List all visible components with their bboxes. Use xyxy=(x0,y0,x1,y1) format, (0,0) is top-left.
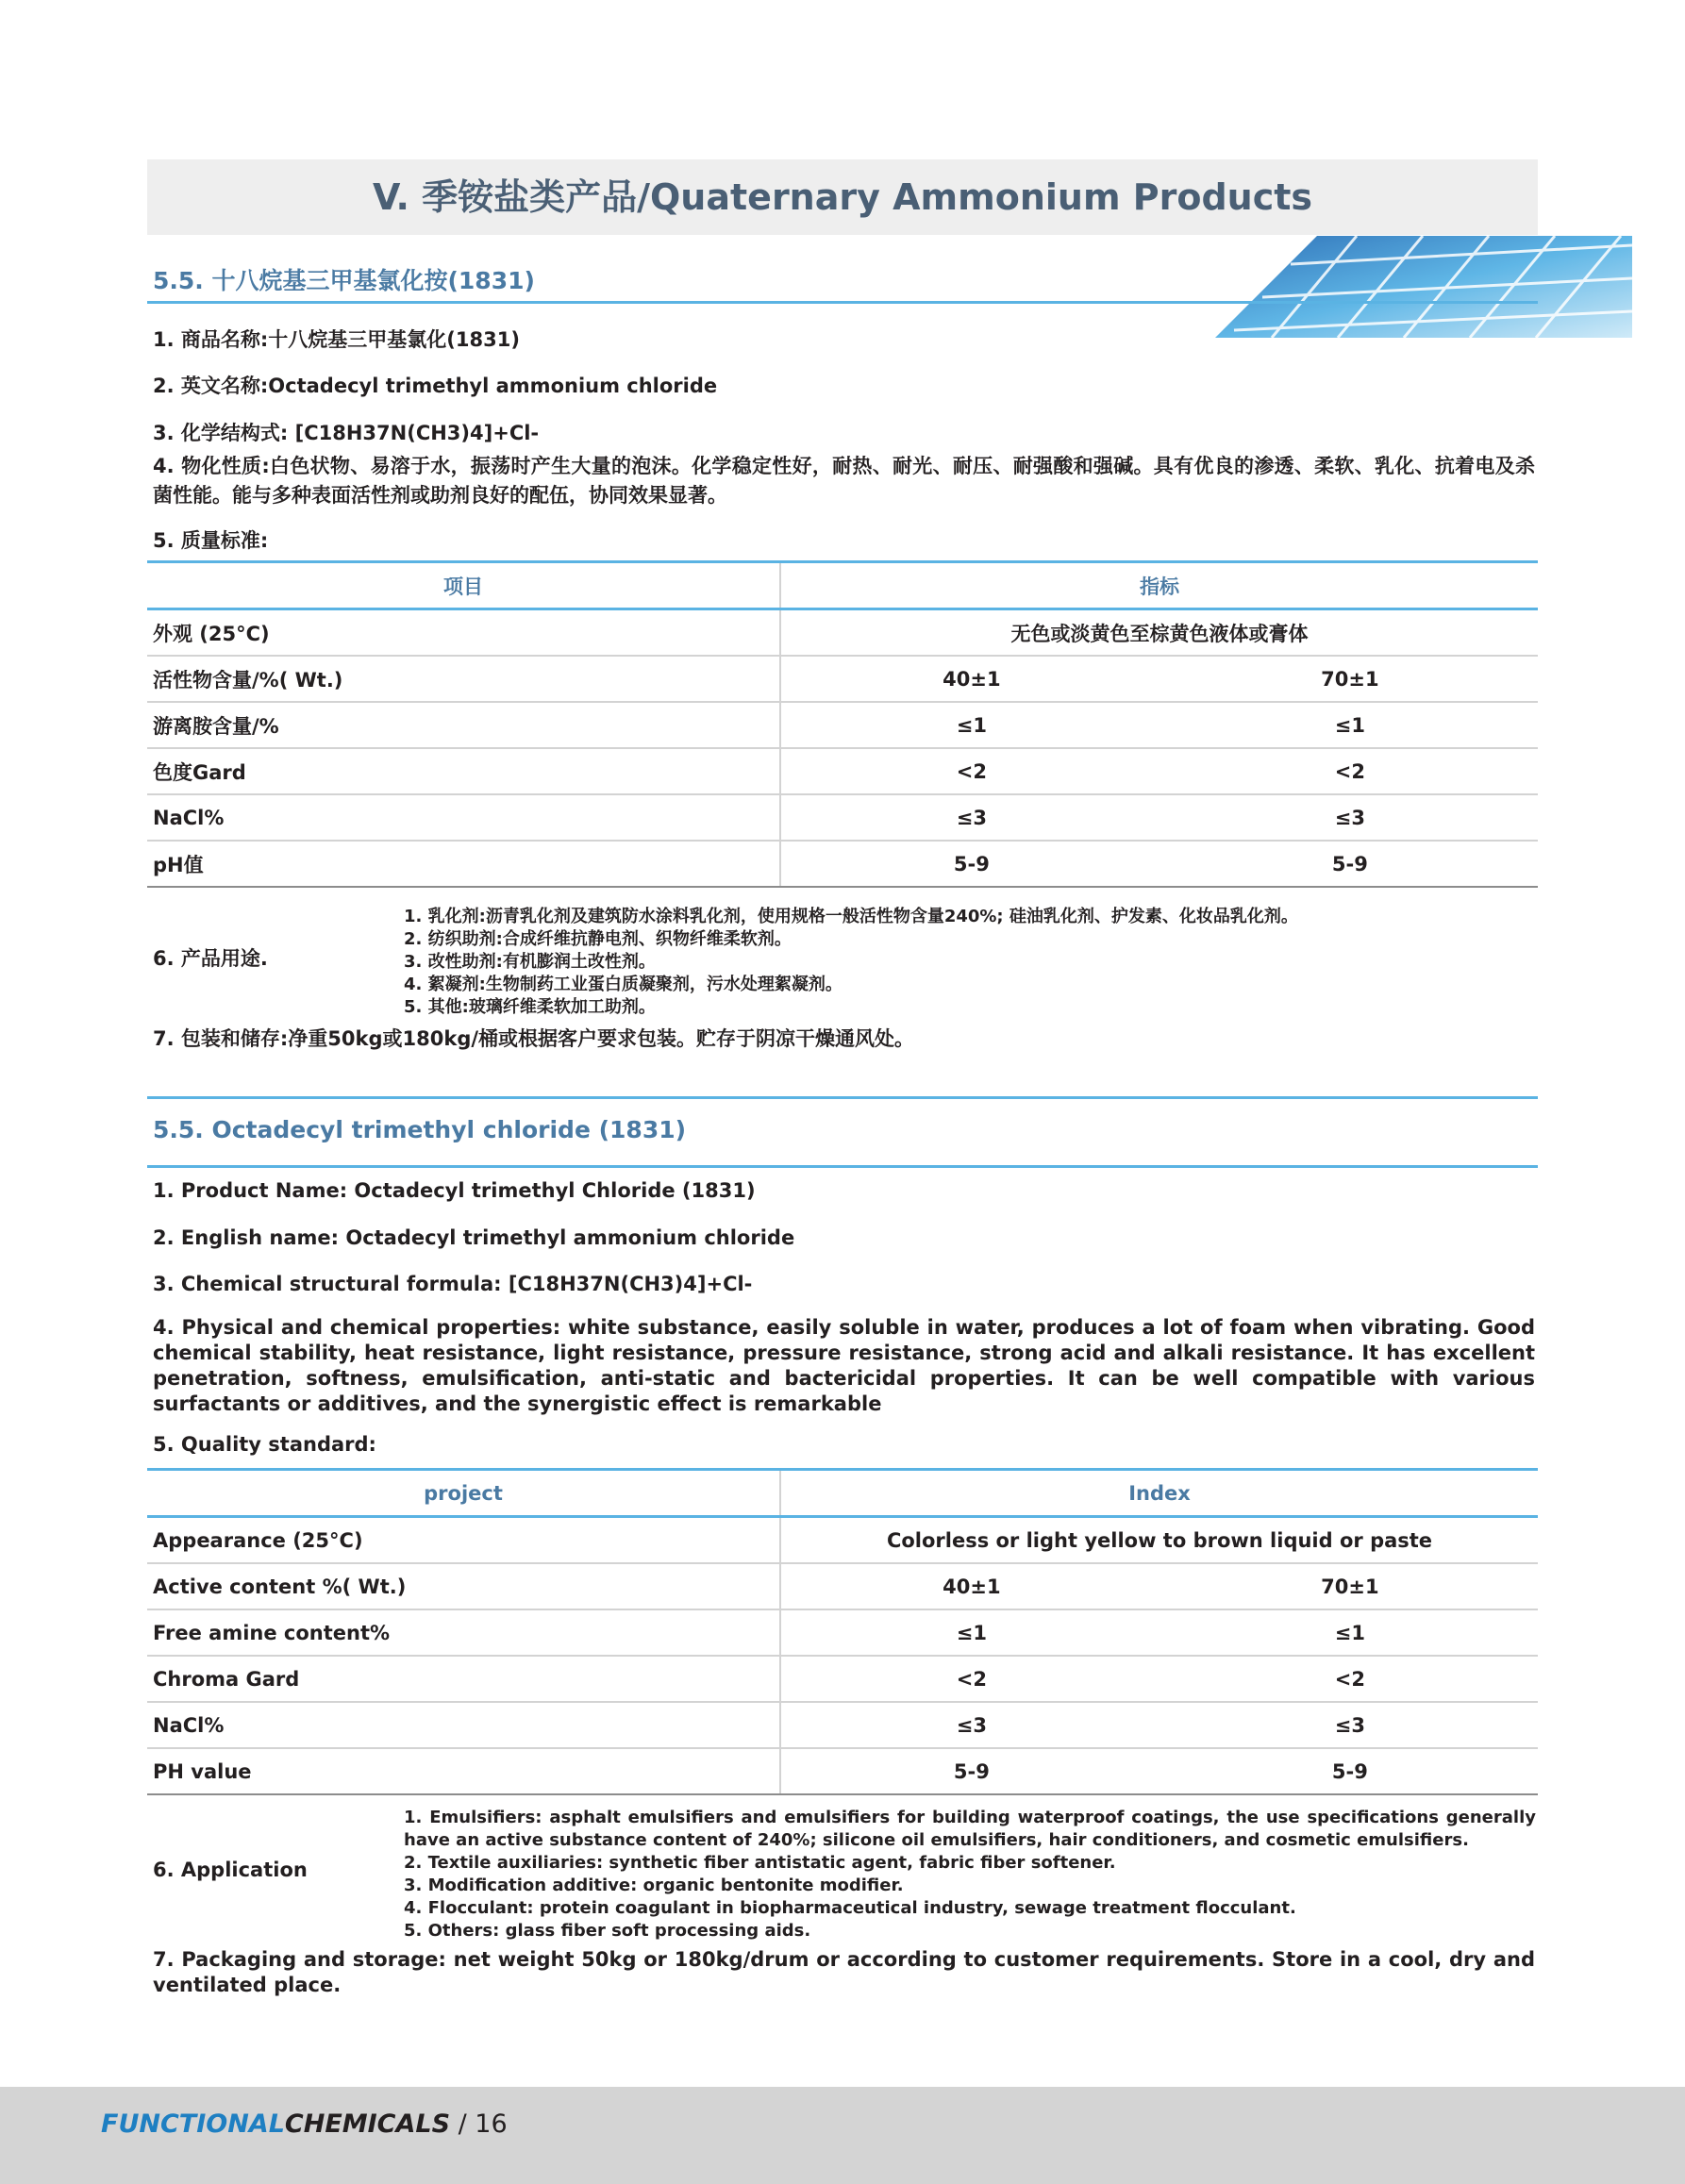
page-number: / 16 xyxy=(450,2109,508,2139)
list-item: 4. 絮凝剂:生物制药工业蛋白质凝聚剂，污水处理絮凝剂。 xyxy=(404,975,842,994)
footer-brand xyxy=(101,2109,508,2139)
list-item: 5. 其他:玻璃纤维柔软加工助剂。 xyxy=(404,997,656,1017)
list-item: 5. Others: glass fiber soft processing aids. xyxy=(404,1921,811,1941)
row-value: 5-9 xyxy=(780,1748,1162,1794)
list-item: 3. Modification additive: organic bentonite modifier. xyxy=(404,1876,904,1895)
table-row xyxy=(147,609,1538,657)
building-glass-graphic-icon xyxy=(1215,236,1632,338)
en-packaging: 7. Packaging and storage: net weight 50kg or 180kg/drum or according to customer requirements. Store in a cool, dry and ventilated place. xyxy=(153,1948,1535,1996)
row-value: ≤3 xyxy=(1162,794,1538,841)
table-header-index: Index xyxy=(780,1470,1538,1517)
en-quality-table xyxy=(147,1468,1538,1795)
row-value: ≤1 xyxy=(1162,702,1538,748)
footer-brand-chemicals: CHEMICALS xyxy=(284,2109,451,2139)
table-row xyxy=(147,1609,1538,1656)
row-value: ≤1 xyxy=(780,1609,1162,1656)
row-label: 色度Gard xyxy=(147,748,780,794)
table-header-row xyxy=(147,1470,1538,1517)
en-usage-list xyxy=(404,1807,1536,1942)
row-label: Appearance (25°C) xyxy=(147,1517,780,1564)
table-row xyxy=(147,1702,1538,1748)
row-label: NaCl% xyxy=(147,1702,780,1748)
zh-quality-table xyxy=(147,560,1538,888)
row-value: ≤3 xyxy=(780,1702,1162,1748)
zh-usage-label: 6. 产品用途. xyxy=(153,947,268,970)
list-item: 2. Textile auxiliaries: synthetic fiber antistatic agent, fabric fiber softener. xyxy=(404,1853,1116,1873)
row-value: ≤3 xyxy=(1162,1702,1538,1748)
zh-packaging: 7. 包装和储存:净重50kg或180kg/桶或根据客户要求包装。贮存于阴凉干燥通风处。 xyxy=(153,1027,915,1050)
list-item: 1. 乳化剂:沥青乳化剂及建筑防水涂料乳化剂，使用规格一般活性物含量240%; 硅油乳化剂、护发素、化妆品乳化剂。 xyxy=(404,907,1298,926)
footer-brand-functional: FUNCTIONAL xyxy=(101,2109,285,2139)
row-value: <2 xyxy=(780,748,1162,794)
table-header-project: 项目 xyxy=(147,562,780,609)
list-item: 4. Flocculant: protein coagulant in biopharmaceutical industry, sewage treatment flocculant. xyxy=(404,1898,1296,1918)
zh-product-name: 1. 商品名称:十八烷基三甲基氯化(1831) xyxy=(153,328,520,351)
row-value: 40±1 xyxy=(780,656,1162,702)
row-label: NaCl% xyxy=(147,794,780,841)
table-row xyxy=(147,656,1538,702)
list-item: 2. 纺织助剂:合成纤维抗静电剂、织物纤维柔软剂。 xyxy=(404,929,792,949)
table-row xyxy=(147,1563,1538,1609)
en-product-name: 1. Product Name: Octadecyl trimethyl Chloride (1831) xyxy=(153,1179,756,1202)
row-label: 外观 (25°C) xyxy=(147,609,780,657)
en-chemical-formula: 3. Chemical structural formula: [C18H37N(CH3)4]+Cl- xyxy=(153,1273,753,1295)
zh-section-title: 5.5. 十八烷基三甲基氯化按(1831) xyxy=(153,267,535,294)
table-row xyxy=(147,841,1538,887)
zh-english-name: 2. 英文名称:Octadecyl trimethyl ammonium chloride xyxy=(153,375,718,397)
page-footer xyxy=(0,2087,1685,2184)
row-value: ≤1 xyxy=(780,702,1162,748)
row-value: 无色或淡黄色至棕黄色液体或膏体 xyxy=(780,609,1538,657)
zh-usage-list xyxy=(404,906,1536,1019)
row-value: 5-9 xyxy=(780,841,1162,887)
row-value: <2 xyxy=(780,1656,1162,1702)
row-value: 5-9 xyxy=(1162,1748,1538,1794)
table-header-index: 指标 xyxy=(780,562,1538,609)
header-banner xyxy=(147,159,1538,235)
table-row xyxy=(147,1748,1538,1794)
row-label: Free amine content% xyxy=(147,1609,780,1656)
zh-properties: 4. 物化性质:白色状物、易溶于水，振荡时产生大量的泡沫。化学稳定性好，耐热、耐光、耐压、耐强酸和强碱。具有优良的渗透、柔软、乳化、抗着电及杀菌性能。能与多种表面活性剂或助剂良好的配伍，协同效果显著。 xyxy=(153,455,1535,507)
row-value: 70±1 xyxy=(1162,656,1538,702)
row-label: Chroma Gard xyxy=(147,1656,780,1702)
en-section-title: 5.5. Octadecyl trimethyl chloride (1831) xyxy=(153,1116,687,1143)
row-value: 70±1 xyxy=(1162,1563,1538,1609)
row-value: ≤1 xyxy=(1162,1609,1538,1656)
row-label: pH值 xyxy=(147,841,780,887)
table-row xyxy=(147,1517,1538,1564)
zh-chemical-formula: 3. 化学结构式: [C18H37N(CH3)4]+Cl- xyxy=(153,422,540,444)
row-value: Colorless or light yellow to brown liquid or paste xyxy=(780,1517,1538,1564)
table-row xyxy=(147,1656,1538,1702)
row-value: 40±1 xyxy=(780,1563,1162,1609)
table-header-project: project xyxy=(147,1470,780,1517)
row-value: 5-9 xyxy=(1162,841,1538,887)
zh-quality-standard-label: 5. 质量标准: xyxy=(153,529,269,552)
en-section-rule-top xyxy=(147,1096,1538,1099)
en-quality-standard-label: 5. Quality standard: xyxy=(153,1433,376,1456)
en-usage-label: 6. Application xyxy=(153,1859,308,1881)
en-section-rule-bottom xyxy=(147,1165,1538,1168)
row-label: PH value xyxy=(147,1748,780,1794)
list-item: 1. Emulsifiers: asphalt emulsifiers and emulsifiers for building waterproof coatings, the use specifications generally have an active substance content of 240%; silicone oil emulsifiers, hair conditioners, and cosmetic emulsifiers. xyxy=(404,1808,1536,1850)
table-row xyxy=(147,748,1538,794)
row-label: 游离胺含量/% xyxy=(147,702,780,748)
table-row xyxy=(147,702,1538,748)
en-english-name: 2. English name: Octadecyl trimethyl ammonium chloride xyxy=(153,1226,795,1249)
table-row xyxy=(147,794,1538,841)
page-title: V. 季铵盐类产品/Quaternary Ammonium Products xyxy=(372,176,1313,218)
en-properties: 4. Physical and chemical properties: white substance, easily soluble in water, produces a lot of foam when vibrating. Good chemical stability, heat resistance, light resistance, pressure resistance, strong acid and alkali resistance. It has excellent penetration, softness, emulsification, anti-static and bactericidal properties. It can be well compatible with various surfactants or additives, and the synergistic effect is remarkable xyxy=(153,1316,1535,1415)
row-label: 活性物含量/%( Wt.) xyxy=(147,656,780,702)
row-value: <2 xyxy=(1162,1656,1538,1702)
list-item: 3. 改性助剂:有机膨润土改性剂。 xyxy=(404,952,656,972)
table-header-row xyxy=(147,562,1538,609)
row-value: <2 xyxy=(1162,748,1538,794)
zh-section-rule xyxy=(147,301,1538,304)
row-value: ≤3 xyxy=(780,794,1162,841)
row-label: Active content %( Wt.) xyxy=(147,1563,780,1609)
